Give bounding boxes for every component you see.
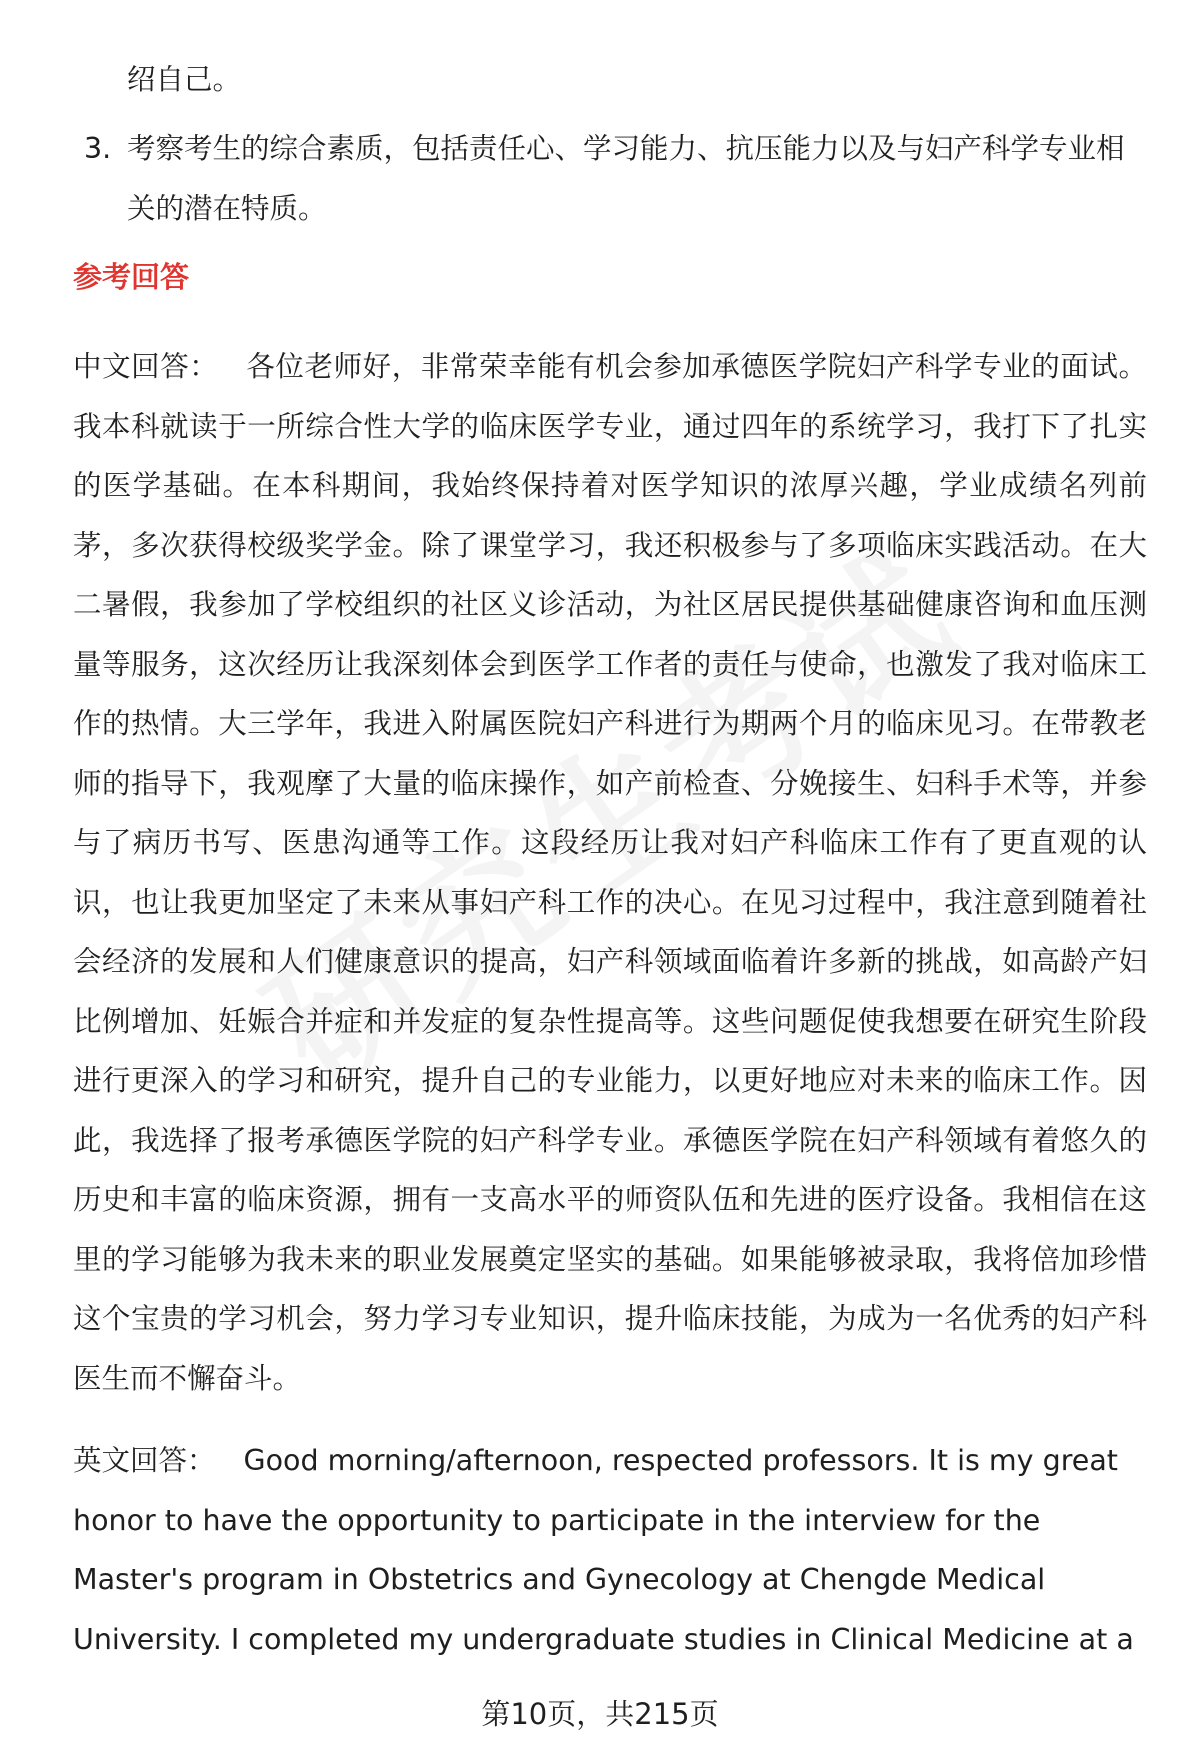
list-item-text: 考察考生的综合素质，包括责任心、学习能力、抗压能力以及与妇产科学专业相关的潜在特质。 bbox=[127, 132, 1125, 225]
chinese-answer-label: 中文回答： bbox=[73, 350, 219, 383]
english-answer-label: 英文回答： bbox=[73, 1444, 216, 1477]
list-item-continuation: 绍自己。 bbox=[127, 63, 242, 96]
section-title-reference-answer: 参考回答 bbox=[73, 260, 190, 294]
list-item-3 bbox=[80, 119, 1150, 239]
english-answer-paragraph bbox=[73, 1431, 1147, 1669]
list-item-number: 3. bbox=[84, 132, 112, 165]
page-footer: 第10页，共215页 bbox=[481, 1697, 719, 1731]
chinese-answer-paragraph bbox=[73, 337, 1147, 1408]
english-answer-text: Good morning/afternoon, respected professors. It is my great honor to have the opportunity to participate in the interview for the Master's program in Obstetrics and Gynecology at Chengde Medical University. I completed my undergraduate studies in Clinical Medicine at a bbox=[73, 1444, 1134, 1656]
chinese-answer-text: 各位老师好，非常荣幸能有机会参加承德医学院妇产科学专业的面试。我本科就读于一所综合性大学的临床医学专业，通过四年的系统学习，我打下了扎实的医学基础。在本科期间，我始终保持着对医学知识的浓厚兴趣，学业成绩名列前茅，多次获得校级奖学金。除了课堂学习，我还积极参与了多项临床实践活动。在大二暑假，我参加了学校组织的社区义诊活动，为社区居民提供基础健康咨询和血压测量等服务，这次经历让我深刻体会到医学工作者的责任与使命，也激发了我对临床工作的热情。大三学年，我进入附属医院妇产科进行为期两个月的临床见习。在带教老师的指导下，我观摩了大量的临床操作，如产前检查、分娩接生、妇科手术等，并参与了病历书写、医患沟通等工作。这段经历让我对妇产科临床工作有了更直观的认识，也让我更加坚定了未来从事妇产科工作的决心。在见习过程中，我注意到随着社会经济的发展和人们健康意识的提高，妇产科领域面临着许多新的挑战，如高龄产妇比例增加、妊娠合并症和并发症的复杂性提高等。这些问题促使我想要在研究生阶段进行更深入的学习和研究，提升自己的专业能力，以更好地应对未来的临床工作。因此，我选择了报考承德医学院的妇产科学专业。承德医学院在妇产科领域有着悠久的历史和丰富的临床资源，拥有一支高水平的师资队伍和先进的医疗设备。我相信在这里的学习能够为我未来的职业发展奠定坚实的基础。如果能够被录取，我将倍加珍惜这个宝贵的学习机会，努力学习专业知识，提升临床技能，为成为一名优秀的妇产科医生而不懈奋斗。 bbox=[73, 350, 1147, 1395]
